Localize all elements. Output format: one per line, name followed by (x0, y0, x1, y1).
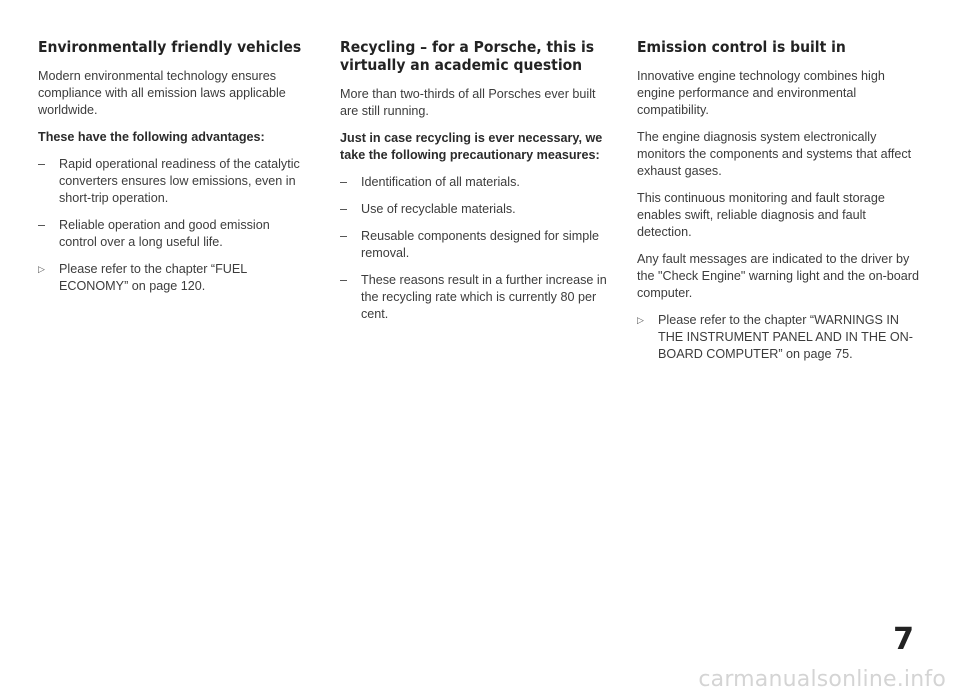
list-item-text: Use of recyclable materials. (361, 202, 516, 216)
list-item (340, 228, 616, 262)
list-item (340, 174, 616, 191)
dash-bullet: – (340, 202, 348, 216)
reference-list (637, 312, 921, 363)
column-recycling (340, 38, 616, 333)
list-item-text: Reusable components designed for simple removal. (361, 229, 600, 260)
list-item (38, 217, 310, 251)
paragraph: Any fault messages are indicated to the driver by the "Check Engine" warning light and the on-board computer. (637, 252, 919, 300)
paragraph-intro: Modern environmental technology ensures compliance with all emission laws applicable worldwide. (38, 69, 286, 117)
dash-bullet: – (340, 273, 348, 287)
page-number: 7 (893, 622, 914, 657)
measures-list (340, 174, 616, 323)
cross-reference-text: Please refer to the chapter “WARNINGS IN THE INSTRUMENT PANEL AND IN THE ON-BOARD COMPUTER” on page 75. (658, 313, 913, 361)
list-item-text: These reasons result in a further increase in the recycling rate which is currently 80 per cent. (361, 273, 607, 321)
cross-reference-text: Please refer to the chapter “FUEL ECONOMY” on page 120. (59, 262, 247, 293)
heading-recycling: Recycling – for a Porsche, this is virtually an academic question (340, 38, 595, 74)
paragraph: The engine diagnosis system electronically monitors the components and systems that affect exhaust gases. (637, 130, 912, 178)
list-item-text: Reliable operation and good emission control over a long useful life. (59, 218, 270, 249)
advantages-list (38, 156, 310, 295)
list-item-text: Identification of all materials. (361, 175, 520, 189)
watermark: carmanualsonline.info (698, 667, 946, 692)
arrow-icon: ▷ (38, 264, 45, 274)
column-emission-control (637, 38, 921, 373)
list-item (38, 156, 310, 207)
dash-bullet: – (340, 175, 348, 189)
list-item (340, 201, 616, 218)
column-environment (38, 38, 310, 305)
cross-reference (38, 261, 310, 295)
dash-bullet: – (340, 229, 348, 243)
cross-reference (637, 312, 921, 363)
paragraph-intro: More than two-thirds of all Porsches ever built are still running. (340, 87, 596, 118)
paragraph: This continuous monitoring and fault storage enables swift, reliable diagnosis and fault detection. (637, 191, 885, 239)
paragraph: Innovative engine technology combines high engine performance and environmental compatibility. (637, 69, 885, 117)
dash-bullet: – (38, 157, 46, 171)
list-item-text: Rapid operational readiness of the catalytic converters ensures low emissions, even in short-trip operation. (59, 157, 300, 205)
measures-lead: Just in case recycling is ever necessary, we take the following precautionary measures: (340, 131, 603, 162)
advantages-lead: These have the following advantages: (38, 130, 265, 144)
heading-environment: Environmentally friendly vehicles (38, 38, 302, 56)
dash-bullet: – (38, 218, 46, 232)
list-item (340, 272, 616, 323)
arrow-icon: ▷ (637, 315, 644, 325)
heading-emission-control: Emission control is built in (637, 38, 846, 56)
